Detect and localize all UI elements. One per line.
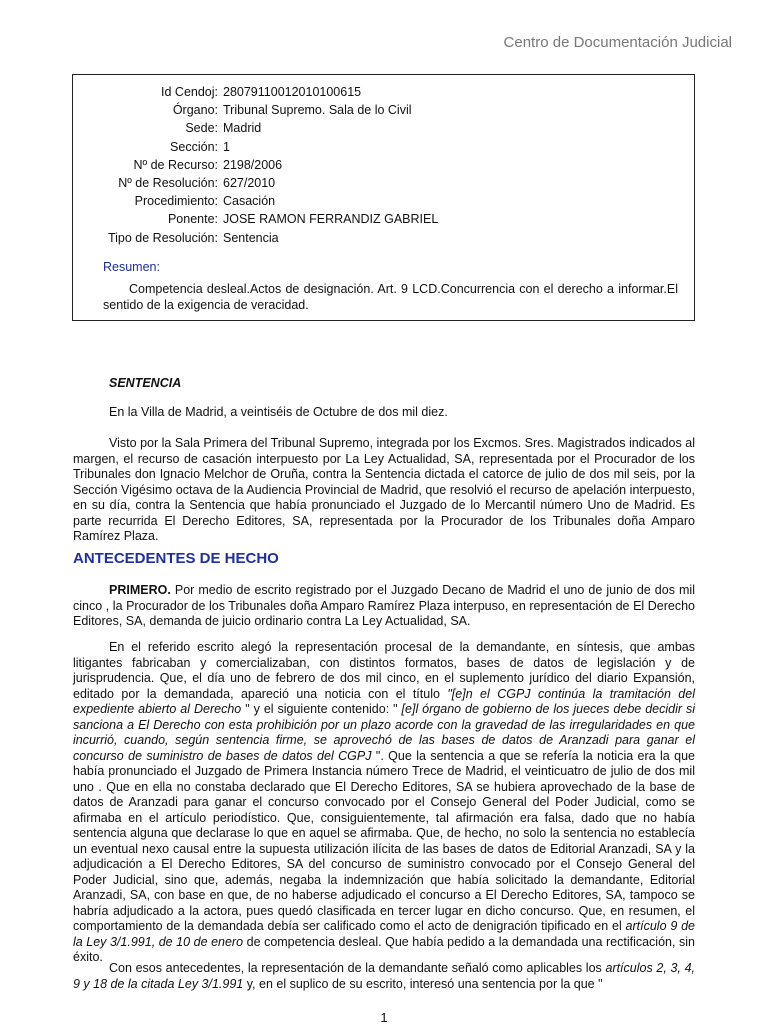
paragraph-text: y, en el suplico de su escrito, interesó una sentencia por la que " (243, 976, 603, 991)
primero-paragraph (73, 583, 695, 630)
metadata-label: Nº de Resolución: (118, 175, 218, 190)
intro-line: En la Villa de Madrid, a veintiséis de Octubre de dos mil diez. (109, 405, 448, 419)
metadata-row (73, 192, 438, 210)
metadata-label: Id Cendoj: (161, 85, 218, 99)
antecedentes-heading: ANTECEDENTES DE HECHO (73, 550, 279, 567)
metadata-label: Ponente: (167, 212, 218, 227)
metadata-value: JOSE RAMON FERRANDIZ GABRIEL (223, 212, 439, 227)
metadata-value: Tribunal Supremo. Sala de lo Civil (223, 103, 412, 118)
metadata-value: 2198/2006 (223, 157, 283, 172)
resumen-text: Competencia desleal.Actos de designación. Art. 9 LCD.Concurrencia con el derecho a informar.El sentido de la exigencia de veracidad. (103, 282, 678, 312)
metadata-label: Sección: (170, 139, 218, 154)
paragraph-text: " y el siguiente contenido: " (241, 702, 402, 716)
quoted-title: "[e]n el CGPJ continúa la tramitación del expediente abierto al Derecho (73, 686, 695, 716)
metadata-label: Nº de Recurso: (133, 157, 218, 172)
metadata-row (73, 83, 438, 101)
metadata-row (73, 210, 438, 228)
metadata-value: 1 (223, 139, 230, 154)
metadata-value: Casación (223, 194, 276, 209)
document-header-org: Centro de Documentación Judicial (503, 34, 732, 51)
metadata-label: Sede: (185, 121, 218, 136)
paragraph-text: de competencia desleal. Que había pedido a la demandada una rectificación, sin éxito. (73, 934, 695, 964)
metadata-value: 627/2010 (223, 175, 276, 190)
metadata-row (73, 156, 438, 174)
metadata-value: Sentencia (223, 230, 279, 245)
visto-paragraph: Visto por la Sala Primera del Tribunal Supremo, integrada por los Excmos. Sres. Magistrados indicados al margen, el recurso de casación interpuesto por La Ley Actualidad, SA, representada por el Procurador de los Tribunales don Ignacio Melchor de Oruña, contra la Sentencia dictada el catorce de julio de dos mil seis, por la Sección Vigésimo octava de la Audiencia Provincial de Madrid, que resolvió el recurso de apelación interpuesto, en su día, contra la Sentencia que había pronunciado el Juzgado de lo Mercantil número Uno de Madrid. Es parte recurrida El Derecho Editores, SA, representada por la Procurador de los Tribunales doña Amparo Ramírez Plaza. (73, 436, 695, 543)
metadata-row (73, 138, 438, 156)
law-reference: artículo 9 de la Ley 3/1.991, de 10 de enero (73, 919, 696, 949)
metadata-row (73, 119, 438, 137)
quoted-content: [e]l órgano de gobierno de los jueces debe decidir si sanciona a El Derecho con esta prohibición por un plazo acorde con la gravedad de las irregularidades en que incurrió, cuando, según sentencia firme, se aprovechó de las bases de datos de Aranzadi para ganar el concurso de suministro de bases de datos del CGPJ (73, 702, 696, 763)
page-number: 1 (380, 1010, 388, 1025)
paragraph-text: En el referido escrito alegó la representación procesal de la demandante, en síntesis, que ambas litigantes fabricaban y comercializaban, con distintos formatos, bases de datos de legislación y de jurisprudencia. Que, el día uno de febrero de dos mil cinco, en el suplemento jurídico del diario Expansión, editado por la demandada, apareció una noticia con el título (73, 640, 695, 701)
metadata-value: 28079110012010100615 (223, 85, 362, 99)
law-reference: artículos 2, 3, 4, 9 y 18 de la citada Ley 3/1.991 (73, 961, 696, 991)
paragraph-alegaciones (73, 640, 695, 966)
metadata-row (73, 229, 438, 247)
resumen-label: Resumen: (103, 260, 160, 274)
metadata-label: Procedimiento: (134, 194, 218, 209)
paragraph-text: Con esos antecedentes, la representación de la demandante señaló como aplicables los (109, 961, 606, 975)
paragraph-text: ". Que la sentencia a que se refería la noticia era la que había pronunciado el Juzgado de Primera Instancia número Trece de Madrid, el veinticuatro de julio de dos mil uno . Que en ella no constaba declarado que El Derecho Editores, SA se hubiera aprovechado de la base de datos de Aranzadi para ganar el concurso convocado por el Consejo General del Poder Judicial, como se afirmaba en el artículo periodístico. Que, consiguientemente, tal afirmación era falsa, dado que no había sentencia alguna que declarase lo que en aquel se afirmaba. Que, de hecho, no solo la sentencia no establecía un eventual nexo causal entre la supuesta utilización ilícita de las bases de datos de Editorial Aranzadi, SA y la adjudicación a El Derecho Editores, SA del concurso de suministro convocado por el Consejo General del Poder Judicial, sino que, además, negaba la indemnización que había solicitado la demandante, Editorial Aranzadi, SA, con base en que, de no haberse adjudicado el concurso a El Derecho Editores, SA, tampoco se habría adjudicado a la actora, pues quedó clasificada en tercer lugar en dicho concurso. Que, en resumen, el comportamiento de la demandada debía ser calificado como el acto de denigración tipificado en el (73, 748, 695, 933)
sentencia-title: SENTENCIA (109, 376, 182, 390)
primero-text: Por medio de escrito registrado por el Juzgado Decano de Madrid el uno de junio de dos mil cinco , la Procurador de los Tribunales doña Amparo Ramírez Plaza interpuso, en representación de El Derecho Editores, SA, demanda de juicio ordinario contra La Ley Actualidad, SA. (73, 583, 695, 628)
primero-label: PRIMERO. (109, 583, 171, 597)
metadata-row (73, 174, 438, 192)
metadata-value: Madrid (223, 121, 262, 136)
paragraph-suplico (73, 961, 695, 992)
metadata-label: Órgano: (172, 103, 218, 118)
metadata-box (72, 74, 695, 321)
metadata-table (73, 83, 438, 247)
metadata-row (73, 101, 438, 119)
metadata-label: Tipo de Resolución: (107, 230, 218, 245)
